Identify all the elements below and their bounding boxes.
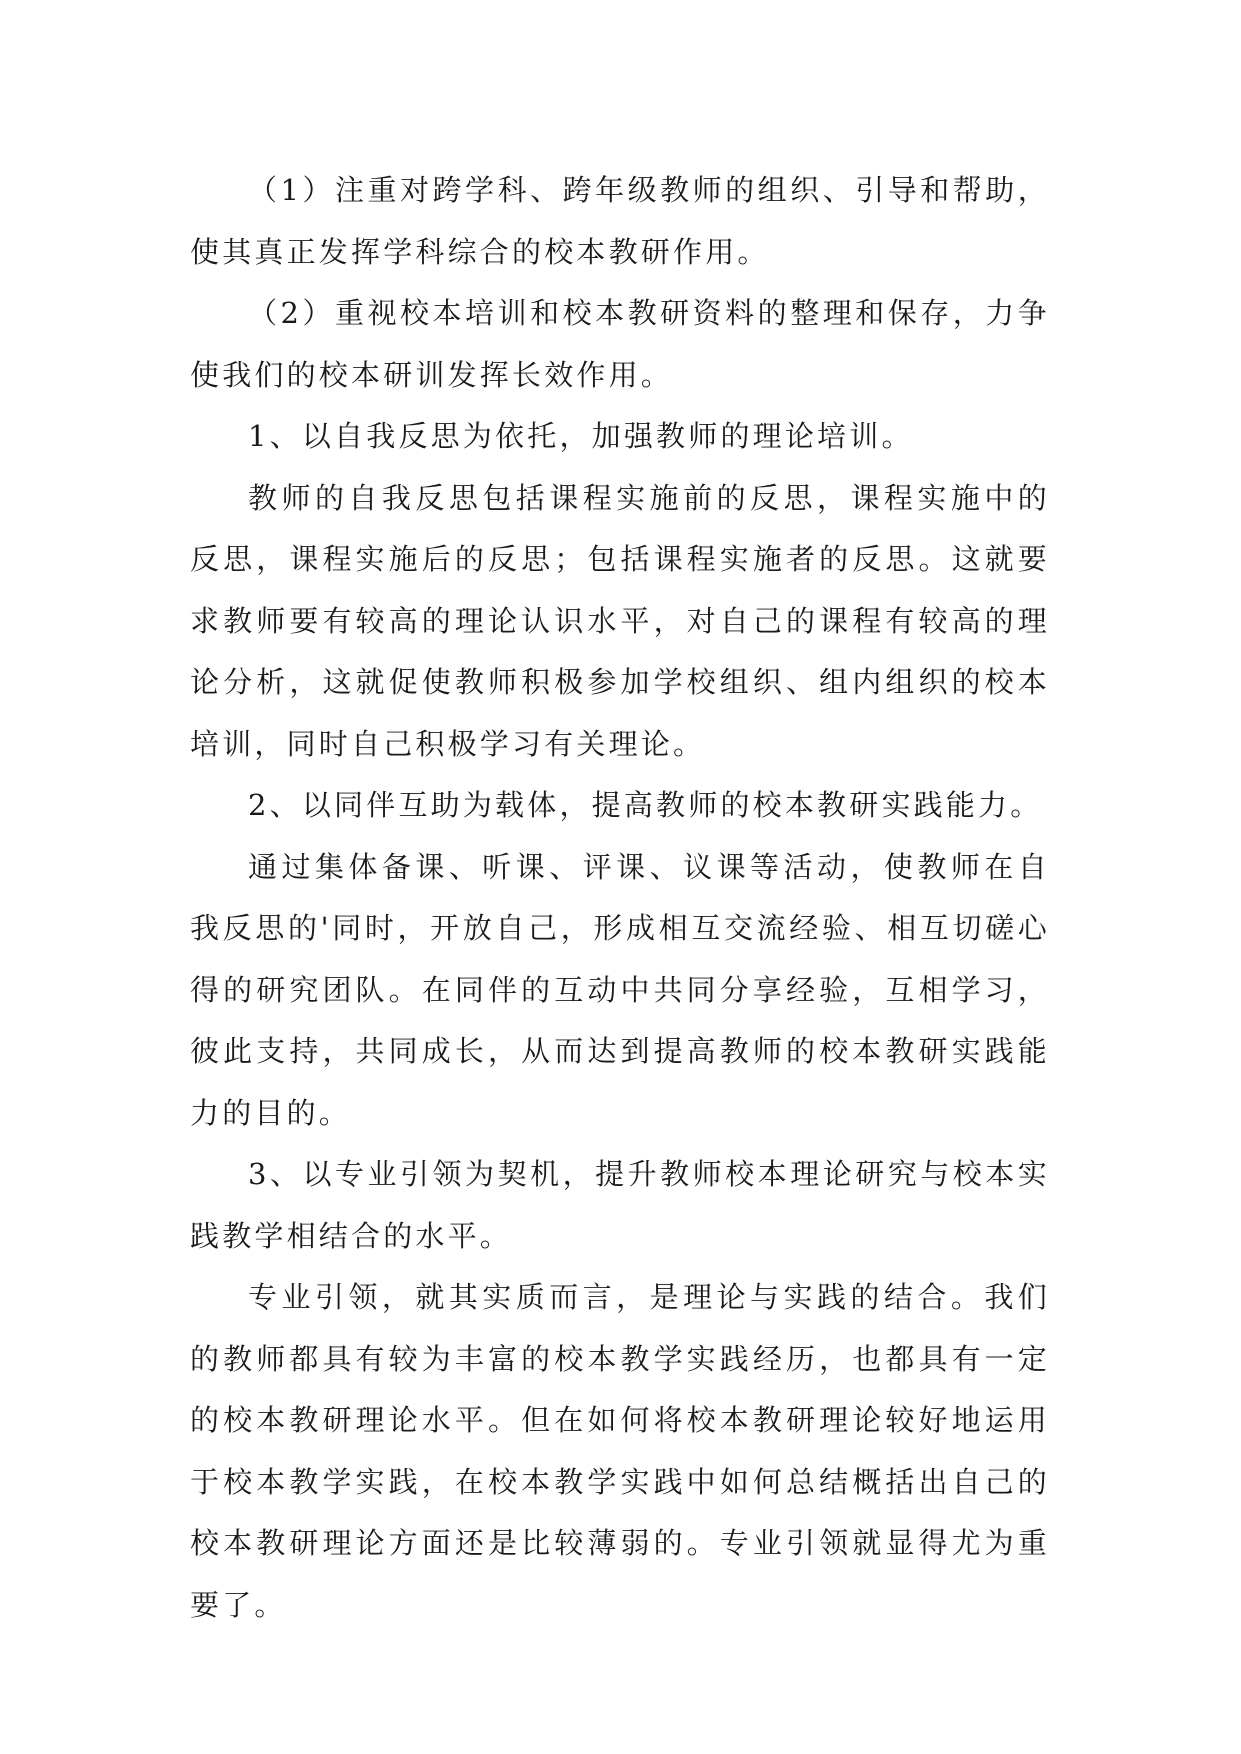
heading-self-reflection: 1、以自我反思为依托，加强教师的理论培训。: [248, 419, 914, 453]
paragraph-self-reflection: 教师的自我反思包括课程实施前的反思，课程实施中的反思，课程实施后的反思；包括课程实施者的反思。这就要求教师要有较高的理论认识水平，对自己的课程有较高的理论分析，这就促使教师积极参加学校组织、组内组织的校本培训，同时自己积极学习有关理论。: [190, 480, 1050, 761]
document-body: [190, 160, 1050, 1636]
paragraph-materials: （2）重视校本培训和校本教研资料的整理和保存，力争使我们的校本研训发挥长效作用。: [190, 296, 1050, 392]
paragraph-interdisciplinary: （1）注重对跨学科、跨年级教师的组织、引导和帮助，使其真正发挥学科综合的校本教研作用。: [190, 173, 1050, 269]
paragraph-professional-guidance: 专业引领，就其实质而言，是理论与实践的结合。我们的教师都具有较为丰富的校本教学实践经历，也都具有一定的校本教研理论水平。但在如何将校本教研理论较好地运用于校本教学实践，在校本教学实践中如何总结概括出自己的校本教研理论方面还是比较薄弱的。专业引领就显得尤为重要了。: [190, 1280, 1050, 1622]
paragraph-peer-support: 通过集体备课、听课、评课、议课等活动，使教师在自我反思的'同时，开放自己，形成相互交流经验、相互切磋心得的研究团队。在同伴的互动中共同分享经验，互相学习，彼此支持，共同成长，从而达到提高教师的校本教研实践能力的目的。: [190, 849, 1050, 1130]
heading-professional-guidance: 3、以专业引领为契机，提升教师校本理论研究与校本实践教学相结合的水平。: [190, 1157, 1050, 1253]
heading-peer-support: 2、以同伴互助为载体，提高教师的校本教研实践能力。: [248, 788, 1043, 822]
